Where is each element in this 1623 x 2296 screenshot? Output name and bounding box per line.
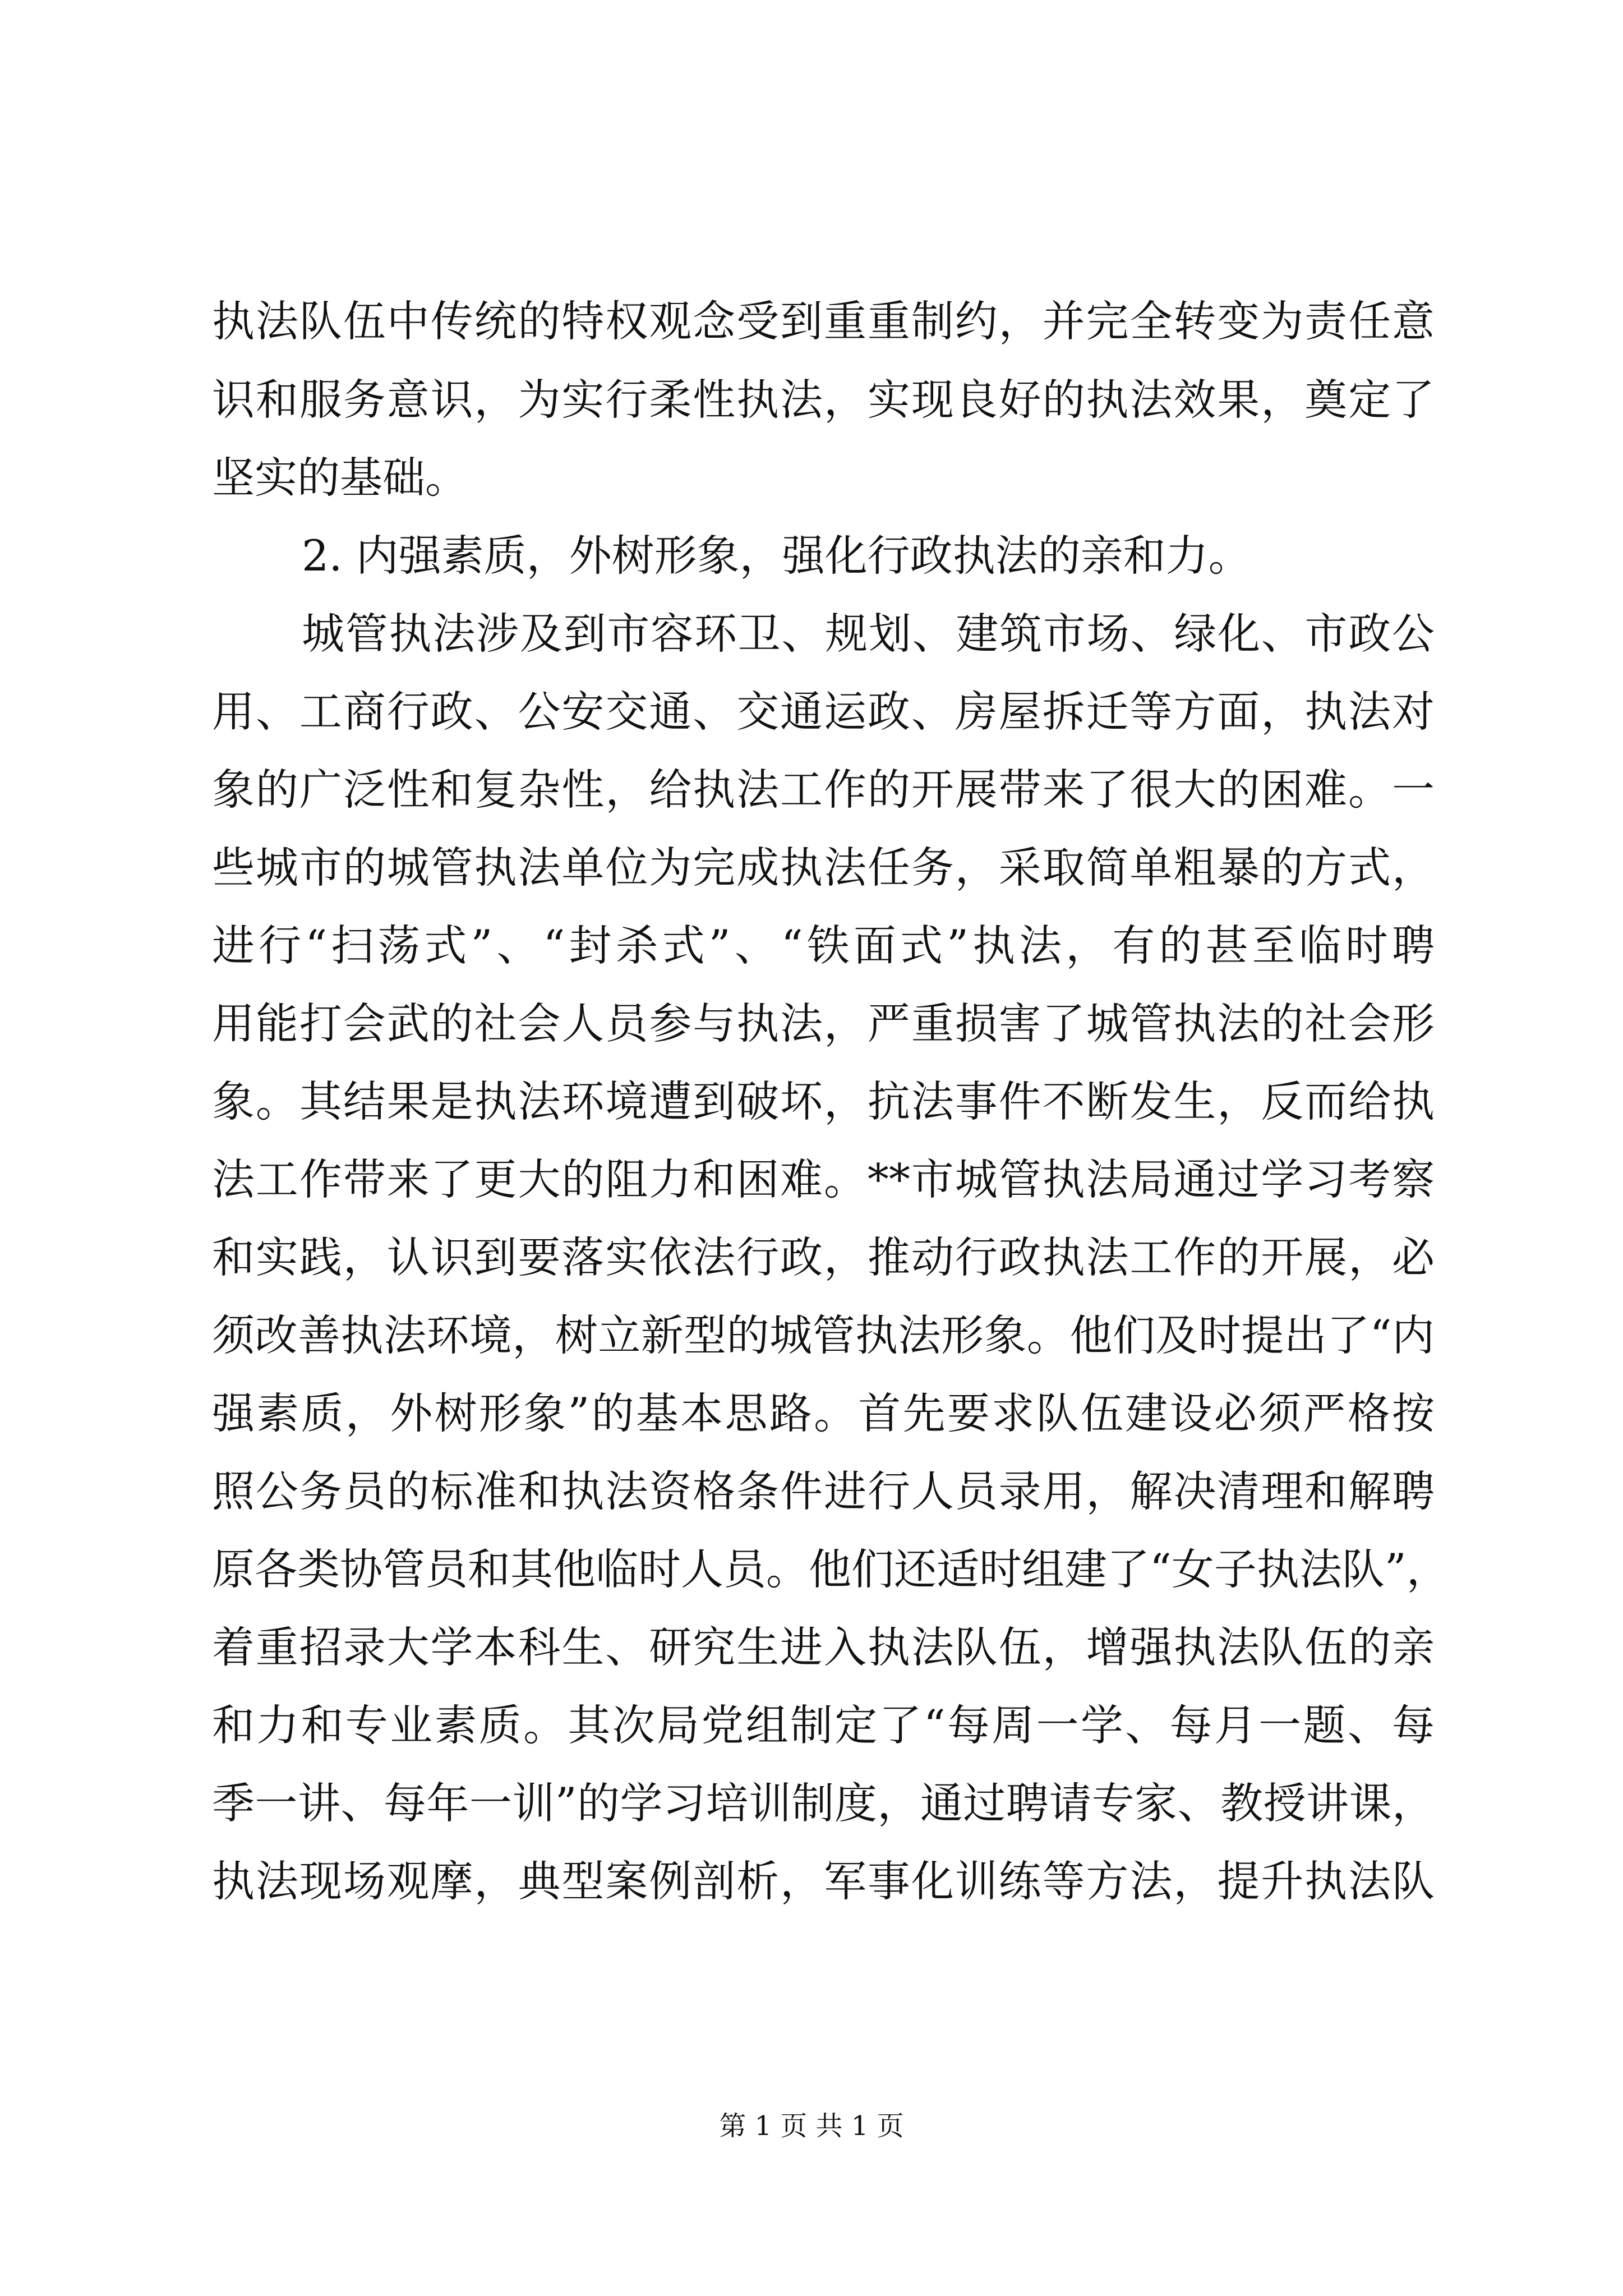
text-line: 用能打会武的社会人员参与执法，严重损害了城管执法的社会形: [212, 999, 1435, 1048]
text-line: 用、工商行政、公安交通、交通运政、房屋拆迁等方面，执法对: [212, 687, 1435, 737]
text-line: 着重招录大学本科生、研究生进入执法队伍，增强执法队伍的亲: [212, 1622, 1435, 1672]
text-line: 执法现场观摩，典型案例剖析，军事化训练等方法，提升执法队: [212, 1856, 1435, 1906]
text-line: 须改善执法环境，树立新型的城管执法形象。他们及时提出了“内: [212, 1310, 1435, 1360]
text-line: 些城市的城管执法单位为完成执法任务，采取简单粗暴的方式，: [212, 843, 1435, 892]
section-heading: 2. 内强素质，外树形象，强化行政执法的亲和力。: [302, 531, 1251, 581]
page-number-footer: 第 1 页 共 1 页: [719, 2110, 904, 2142]
text-line: 和力和专业素质。其次局党组制定了“每周一学、每月一题、每: [212, 1700, 1435, 1750]
text-line: 季一讲、每年一训”的学习培训制度，通过聘请专家、教授讲课，: [212, 1778, 1435, 1828]
text-line: 象。其结果是执法环境遭到破坏，抗法事件不断发生，反而给执: [212, 1076, 1435, 1126]
text-line: 识和服务意识，为实行柔性执法，实现良好的执法效果，奠定了: [212, 375, 1435, 425]
text-line: 执法队伍中传统的特权观念受到重重制约，并完全转变为责任意: [212, 296, 1435, 346]
text-line: 象的广泛性和复杂性，给执法工作的开展带来了很大的困难。一: [212, 765, 1435, 815]
text-line: 进行“扫荡式”、“封杀式”、“铁面式”执法，有的甚至临时聘: [212, 921, 1435, 970]
text-line: 和实践，认识到要落实依法行政，推动行政执法工作的开展，必: [212, 1232, 1435, 1282]
text-line: 原各类协管员和其他临时人员。他们还适时组建了“女子执法队”，: [212, 1544, 1449, 1594]
text-line: 强素质，外树形象”的基本思路。首先要求队伍建设必须严格按: [212, 1388, 1435, 1438]
text-line: 法工作带来了更大的阻力和困难。**市城管执法局通过学习考察: [212, 1154, 1435, 1204]
text-line: 照公务员的标准和执法资格条件进行人员录用，解决清理和解聘: [212, 1466, 1435, 1516]
text-line: 城管执法涉及到市容环卫、规划、建筑市场、绿化、市政公: [302, 609, 1435, 659]
text-line: 坚实的基础。: [212, 453, 468, 503]
